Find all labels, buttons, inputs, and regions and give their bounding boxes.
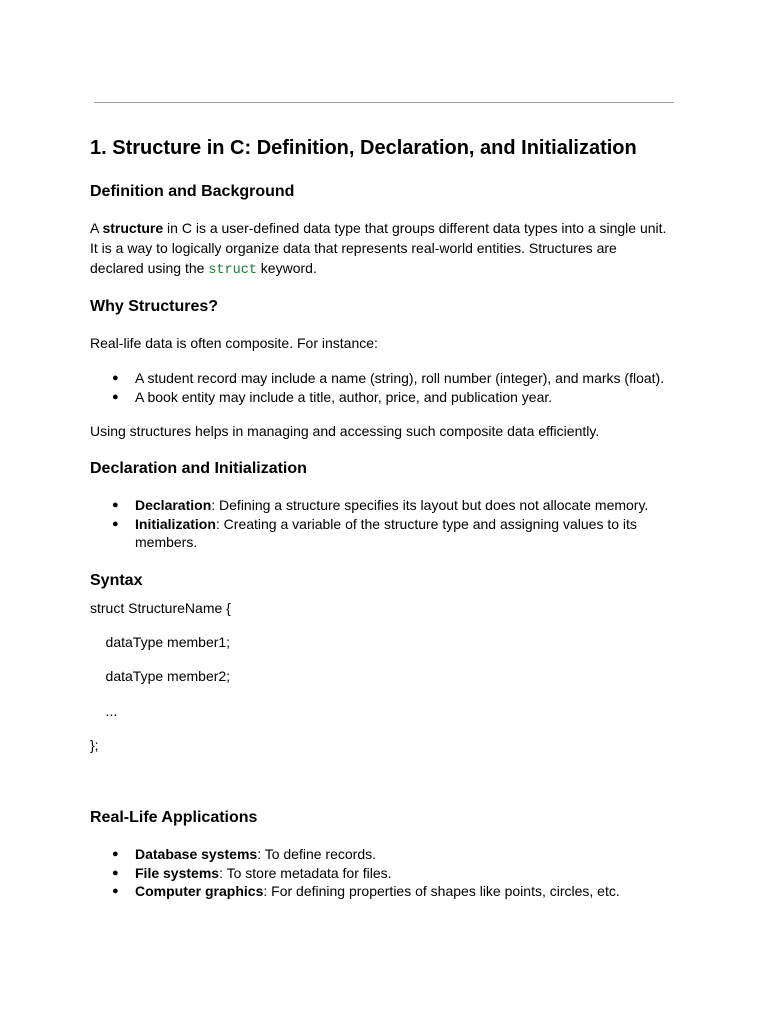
list-item	[90, 496, 670, 515]
bullet-icon: ●	[112, 866, 119, 879]
bullet-icon: ●	[112, 517, 119, 530]
heading-definition: Definition and Background	[90, 183, 295, 200]
syntax-line-4: ...	[90, 703, 118, 719]
bullet-icon: ●	[112, 372, 119, 384]
definition-term-structure: structure	[102, 220, 164, 236]
page-title: 1. Structure in C: Definition, Declaration, and Initialization	[90, 137, 637, 159]
list-item	[90, 369, 670, 388]
list-item-text: : To store metadata for files.	[219, 864, 392, 881]
list-item-term: Computer graphics	[135, 883, 264, 899]
syntax-line-1: struct StructureName {	[90, 600, 231, 616]
list-item-text: A book entity may include a title, author, price, and publication year.	[135, 388, 553, 405]
list-item-text: : Creating a variable of the structure type and assigning values to its members.	[135, 515, 637, 550]
syntax-line-3: dataType member2;	[90, 668, 231, 684]
syntax-line-5: };	[90, 737, 99, 753]
bullet-icon: ●	[112, 390, 119, 403]
struct-keyword-code: struct	[208, 263, 257, 278]
list-item-text: : To define records.	[257, 846, 376, 862]
definition-paragraph	[90, 218, 670, 281]
horizontal-rule	[94, 102, 674, 103]
list-item-term: Initialization	[135, 515, 216, 532]
why-list	[90, 369, 670, 406]
why-outro: Using structures helps in managing and accessing such composite data efficiently.	[90, 423, 600, 439]
applications-list	[90, 845, 670, 901]
list-item-text: A student record may include a name (string), roll number (integer), and marks (float).	[135, 370, 665, 386]
list-item	[90, 388, 670, 407]
list-item	[90, 882, 670, 901]
list-item	[90, 845, 670, 864]
declaration-list	[90, 496, 670, 552]
heading-applications: Real-Life Applications	[90, 809, 258, 826]
bullet-icon: ●	[112, 499, 119, 511]
list-item-term: File systems	[135, 864, 220, 881]
heading-why-structures: Why Structures?	[90, 298, 219, 315]
list-item	[90, 864, 670, 883]
definition-text-end: keyword.	[256, 260, 317, 276]
heading-syntax: Syntax	[90, 572, 143, 589]
bullet-icon: ●	[112, 885, 119, 897]
definition-text-middle: in C is a user-defined data type that groups different data types into a single unit. It is a way to logically organize data that represents real-world entities. Structures are declared using the	[90, 220, 667, 276]
why-intro: Real-life data is often composite. For instance:	[90, 335, 378, 351]
syntax-line-2: dataType member1;	[90, 634, 231, 650]
list-item-term: Database systems	[135, 846, 258, 862]
list-item-text: : Defining a structure specifies its layout but does not allocate memory.	[211, 497, 649, 513]
heading-declaration: Declaration and Initialization	[90, 460, 307, 477]
list-item-term: Declaration	[135, 497, 212, 513]
list-item	[90, 515, 670, 552]
list-item-text: : For defining properties of shapes like points, circles, etc.	[263, 883, 620, 899]
definition-text-start: A	[90, 220, 103, 236]
bullet-icon: ●	[112, 848, 119, 860]
